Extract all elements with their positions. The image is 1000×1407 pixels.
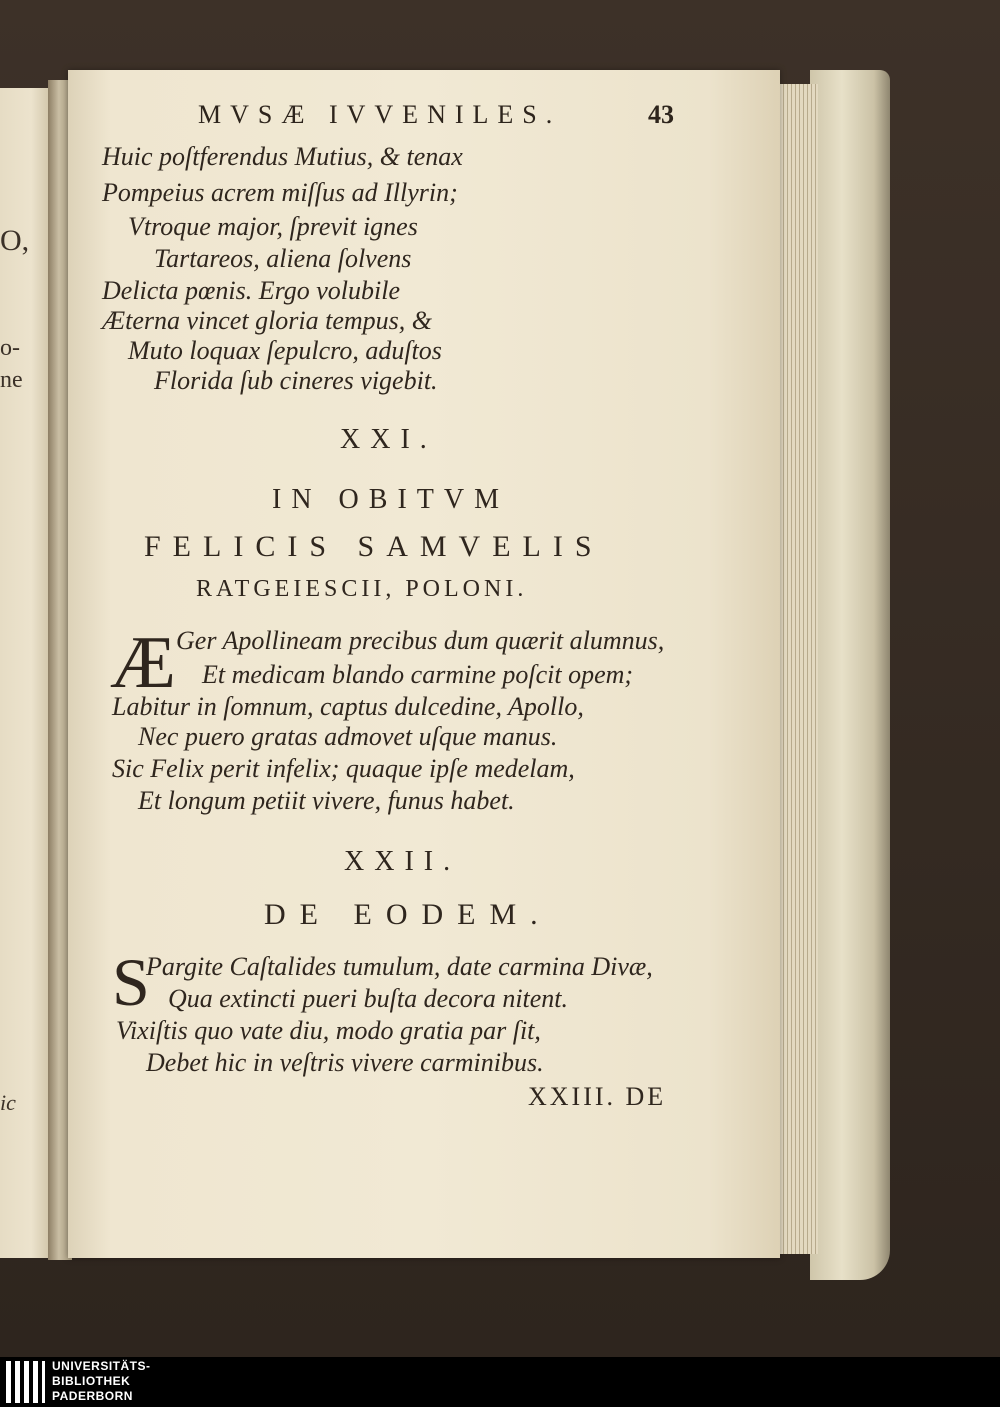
- verse-line: Æterna vincet gloria tempus, &: [102, 306, 433, 335]
- drop-cap: Æ: [110, 622, 176, 704]
- section-numeral: XXI.: [340, 424, 437, 455]
- verse-line: Vtroque major, ſprevit ignes: [128, 212, 418, 241]
- poem-title: IN OBITVM: [272, 484, 509, 515]
- catchword: XXIII. DE: [528, 1082, 667, 1111]
- logo-line: PADERBORN: [52, 1389, 133, 1403]
- verse-line: Qua extincti pueri buſta decora nitent.: [168, 984, 569, 1013]
- left-page: [0, 88, 52, 1258]
- library-footer: [0, 1357, 1000, 1407]
- verse-line: Et medicam blando carmine poſcit opem;: [202, 660, 634, 689]
- drop-cap: S: [112, 944, 150, 1020]
- verse-line: Nec puero gratas admovet uſque manus.: [138, 722, 558, 751]
- library-logo-icon: [6, 1361, 46, 1403]
- logo-line: BIBLIOTHEK: [52, 1374, 131, 1388]
- verse-line: Et longum petiit vivere, funus habet.: [138, 786, 515, 815]
- poem-title: FELICIS SAMVELIS: [144, 530, 604, 563]
- poem-title: DE EODEM.: [264, 898, 552, 931]
- verse-line: Sic Felix perit infelix; quaque ipſe medelam,: [112, 754, 575, 783]
- poem-title: RATGEIESCII, POLONI.: [196, 576, 528, 602]
- page-number: 43: [648, 100, 674, 129]
- verse-line: Huic poſtferendus Mutius, & tenax: [102, 142, 463, 171]
- verse-line: Ger Apollineam precibus dum quærit alumnus,: [176, 626, 665, 655]
- logo-line: UNIVERSITÄTS-: [52, 1359, 151, 1373]
- verse-line: Florida ſub cineres vigebit.: [154, 366, 438, 395]
- running-title: MVSÆ IVVENILES.: [198, 100, 562, 129]
- left-fragment: ic: [0, 1090, 16, 1115]
- left-fragment: O,: [0, 224, 30, 257]
- book-cover-edge: [810, 70, 890, 1280]
- verse-line: Debet hic in veſtris vivere carminibus.: [146, 1048, 544, 1077]
- left-fragment: o-: [0, 335, 20, 361]
- verse-line: Muto loquax ſepulcro, aduſtos: [128, 336, 442, 365]
- library-logo-text: [52, 1359, 151, 1404]
- verse-line: Tartareos, aliena ſolvens: [154, 244, 412, 273]
- section-numeral: XXII.: [344, 846, 461, 877]
- verse-line: Pargite Caſtalides tumulum, date carmina Divæ,: [146, 952, 653, 981]
- verse-line: Vixiſtis quo vate diu, modo gratia par ſit,: [116, 1016, 541, 1045]
- left-fragment: ne: [0, 367, 23, 393]
- verse-line: Labitur in ſomnum, captus dulcedine, Apollo,: [112, 692, 584, 721]
- verse-line: Pompeius acrem miſſus ad Illyrin;: [102, 178, 458, 207]
- verse-line: Delicta pœnis. Ergo volubile: [102, 276, 400, 305]
